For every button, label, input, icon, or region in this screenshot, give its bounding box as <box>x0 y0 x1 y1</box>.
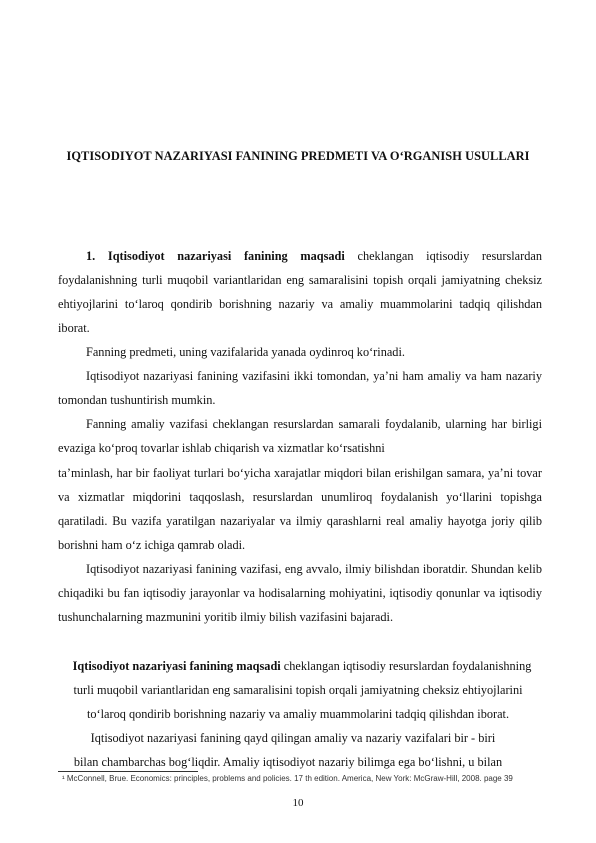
centered-term: Iqtisodiyot nazariyasi fanining maqsadi <box>72 659 281 673</box>
purpose-term: 1. Iqtisodiyot nazariyasi fanining maqsadi <box>86 249 345 263</box>
centered-line-1-text: cheklangan iqtisodiy resurslardan foydalanishning <box>280 659 532 673</box>
paragraph-purpose <box>58 244 542 340</box>
page-number: 10 <box>292 797 304 809</box>
paragraph-theoretical-task: Iqtisodiyot nazariyasi fanining vazifasi, eng avvalo, ilmiy bilishdan iboratdir. Shundan kelib chiqadiki bu fan iqtisodiy jarayonlar va hodisalarning mohiyatini, iqtisodiy qonunlar va iqtisodiy tushunchalarning mazmunini yoritib ilmiy bilish vazifasini bajaradi. <box>58 562 542 624</box>
centered-line-2: turli muqobil variantlaridan eng samaralisini topish orqali jamiyatning cheksiz ehtiyojlarini <box>73 683 523 697</box>
paragraph-tasks: Iqtisodiyot nazariyasi fanining vazifasini ikki tomondan, ya’ni ham amaliy va ham nazariy tomondan tushuntirish mumkin. <box>58 369 542 407</box>
paragraph-practical-task-continued: ta’minlash, har bir faoliyat turlari bo‘yicha xarajatlar miqdori bilan erishilgan samara, ya’ni tovar va xizmatlar miqdorini taqqoslash, resurslardan unumliroq foydalanish yo‘llarini topishga qaratiladi. Bu vazifa yaratilgan nazariyalar va ilmiy qarashlarni real amaliy hayotga joriy qilib borishni ham o‘z ichiga qamrab oladi. <box>58 466 542 552</box>
paragraph-subject: Fanning predmeti, uning vazifalarida yanada oydinroq ko‘rinadi. <box>86 345 405 359</box>
footnote-rule <box>58 771 198 772</box>
centered-line-4: Iqtisodiyot nazariyasi fanining qayd qilingan amaliy va nazariy vazifalari bir - biri <box>90 731 496 745</box>
centered-line-3: to‘laroq qondirib borishning nazariy va amaliy muammolarini tadqiq qilishdan iborat. <box>86 707 510 721</box>
page-title: IQTISODIYOT NAZARIYASI FANINING PREDMETI VA O‘RGANISH USULLARI <box>66 149 530 163</box>
footnote: ¹ McConnell, Brue. Economics: principles, problems and policies. 17 th edition. America, New York: McGraw-Hill, 2008. page 39 <box>62 774 513 783</box>
centered-line-5: bilan chambarchas bog‘liqdir. Amaliy iqtisodiyot nazariy bilimga ega bo‘lishni, u bilan <box>73 755 503 769</box>
centered-line-1 <box>4 654 596 678</box>
paragraph-practical-task: Fanning amaliy vazifasi cheklangan resurslardan samarali foydalanib, ularning har birligi evaziga ko‘proq tovarlar ishlab chiqarish va xizmatlar ko‘rsatishni <box>58 417 542 455</box>
purpose-text: cheklangan iqtisodiy resurslardan foydalanishning turli muqobil variantlaridan eng samaralisini topish orqali jamiyatning cheksiz ehtiyojlarini to‘laroq qondirib borishning nazariy va amaliy muammolarini tadqiq qilishdan iborat. <box>58 249 542 335</box>
